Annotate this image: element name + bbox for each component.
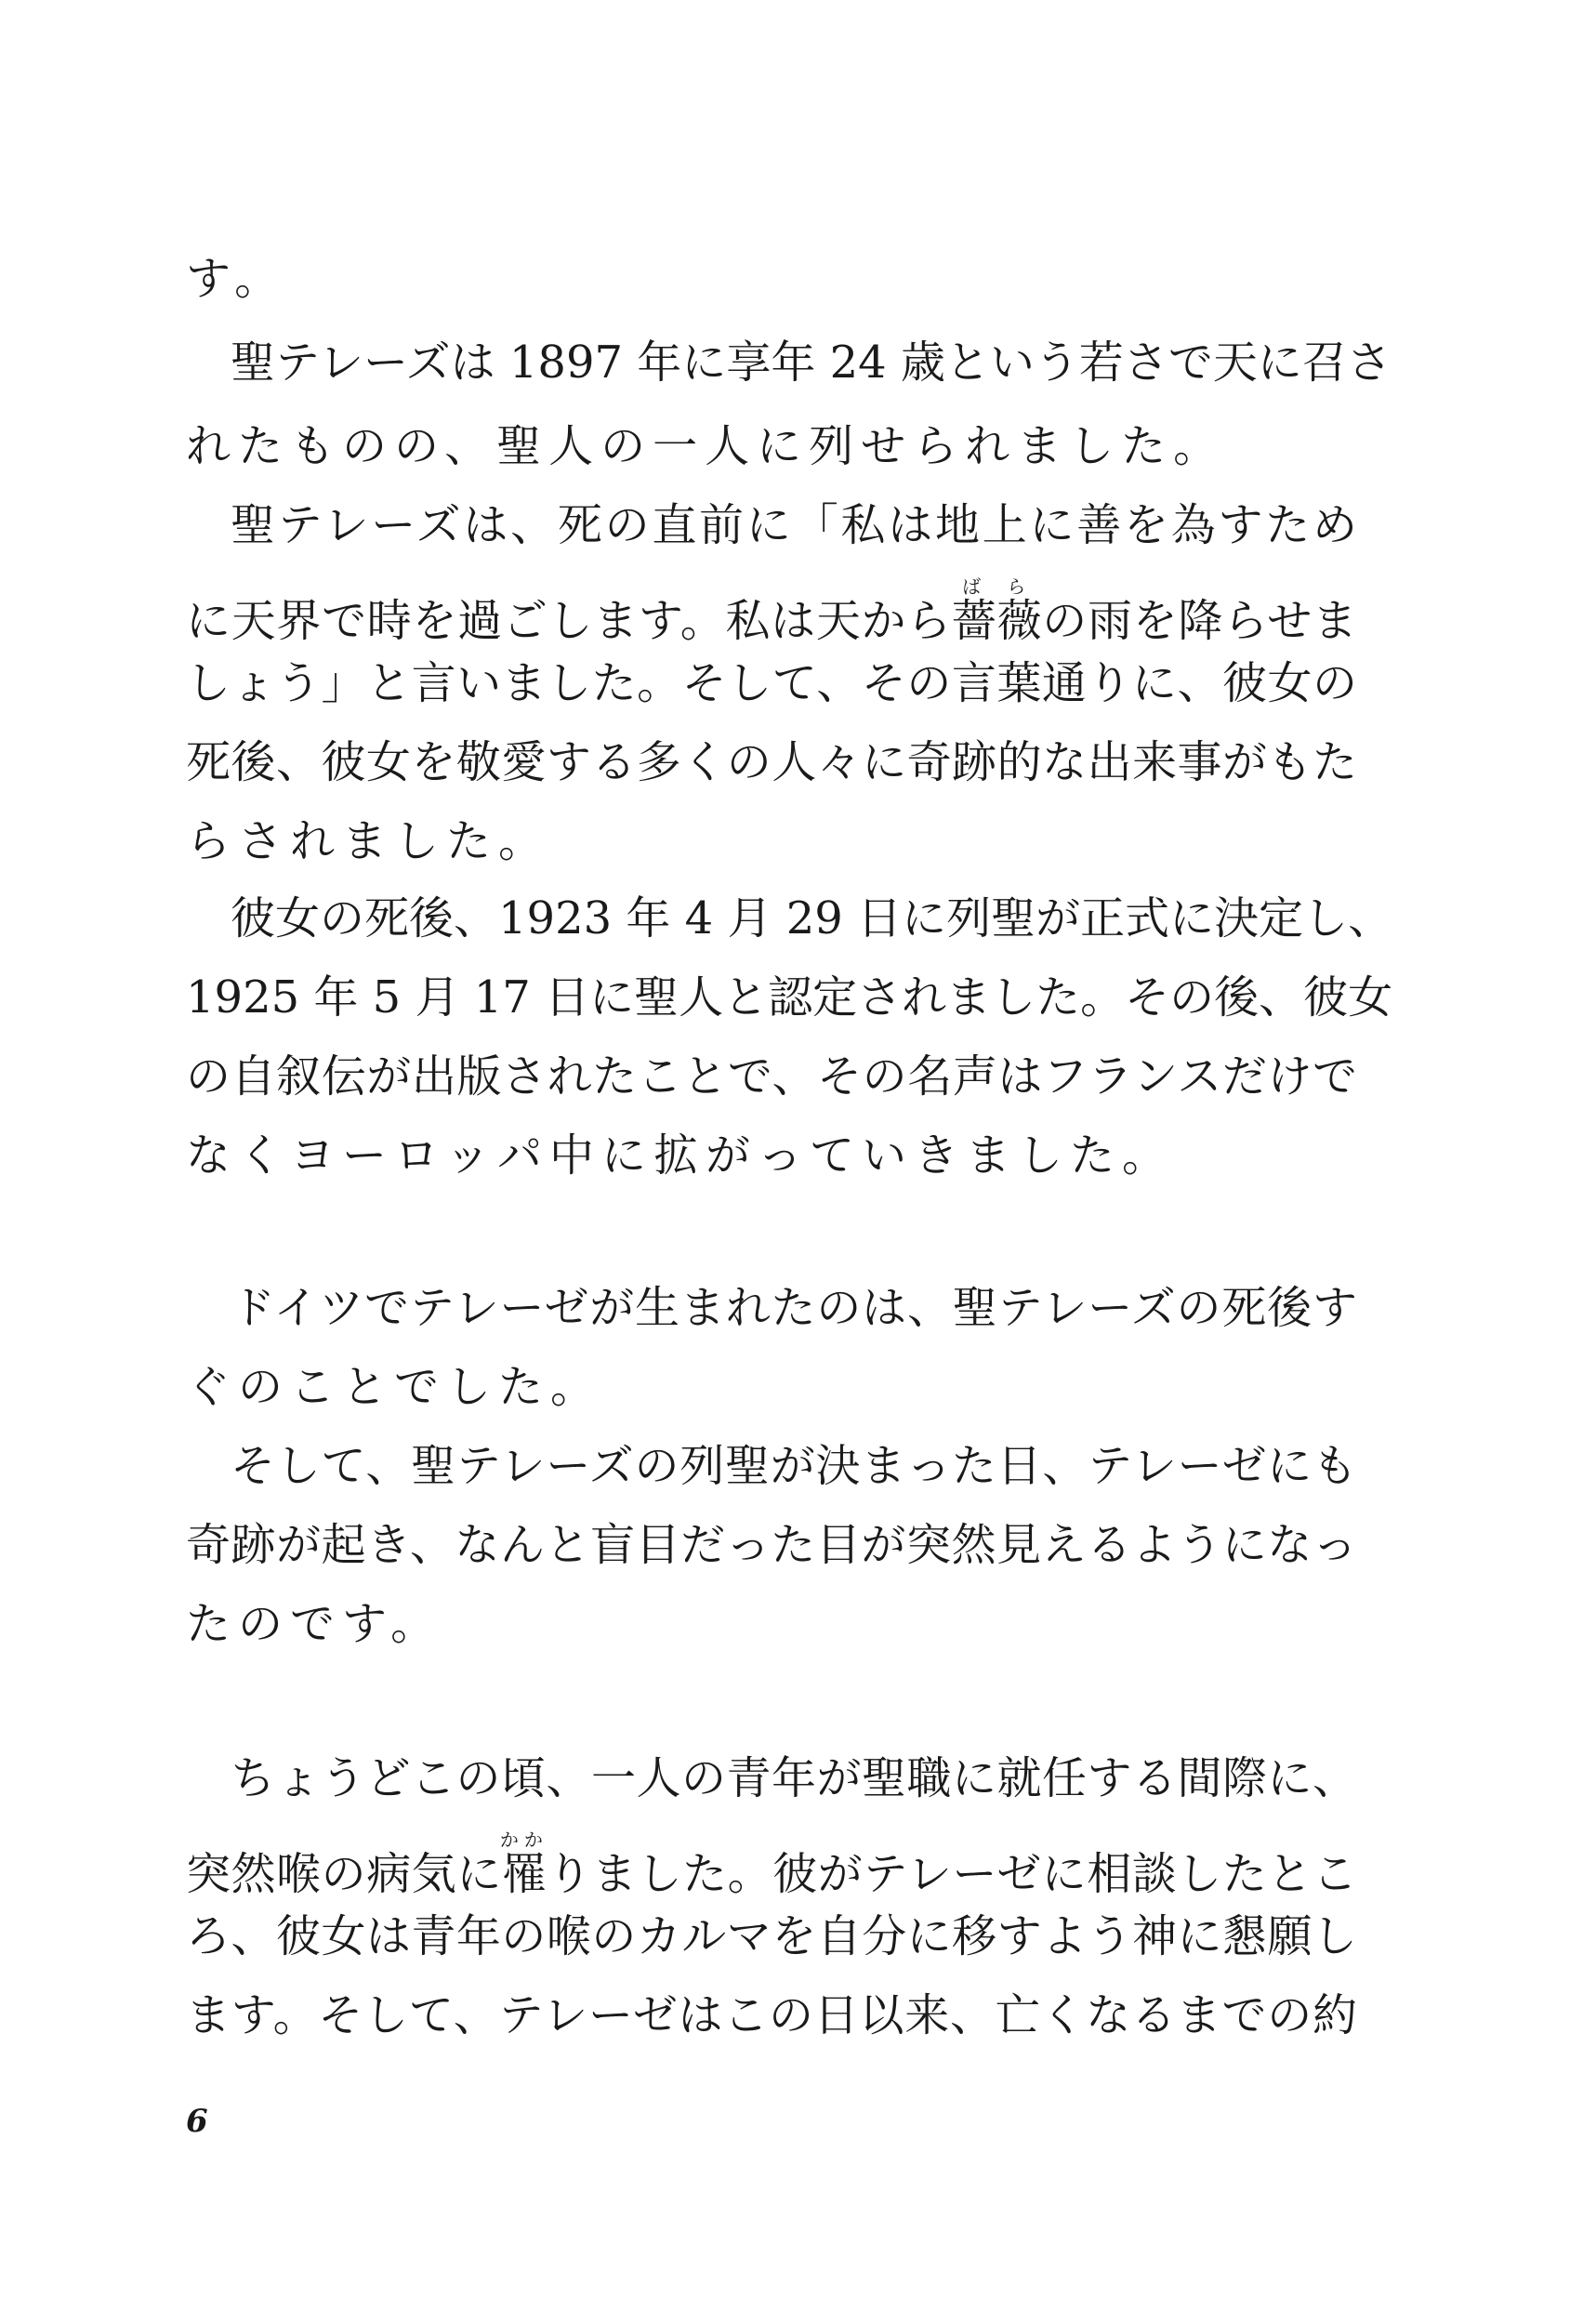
text-line: す。 [186,253,287,305]
text-line: ドイツでテレーゼが生まれたのは、聖テレーズの死後す [231,1282,1357,1334]
text-line: 1925 年 5 月 17 日に聖人と認定されました。その後、彼女 [186,971,1393,1023]
text-line [186,1829,1357,1900]
page-number: 6 [186,2103,208,2140]
text-line: ろ、彼女は青年の喉のカルマを自分に移すよう神に懇願し [186,1910,1357,1962]
text-line: ぐのことでした。 [186,1361,603,1413]
text-line: 彼女の死後、1923 年 4 月 29 日に列聖が正式に決定し、 [231,892,1393,944]
ruby-word [499,1829,548,1900]
text-line: れたものの、聖人の一人に列せられました。 [186,420,1226,472]
text-segment: 突然喉の病気に [186,1848,502,1900]
text-segment: りました。彼がテレーゼに相談したとこ [546,1848,1357,1900]
text-line: なくヨーロッパ中に拡がっていきました。 [186,1129,1175,1182]
ruby-word [951,575,1043,647]
ruby-reading: ばら [951,575,1042,598]
text-line: ちょうどこの頃、一人の青年が聖職に就任する間際に、 [231,1752,1357,1804]
text-segment: に天界で時を過ごします。私は天から [186,595,952,647]
text-line: 聖テレーズは、死の直前に「私は地上に善を為すため [231,499,1357,551]
text-line: の自叙伝が出版されたことで、その名声はフランスだけで [186,1050,1357,1103]
text-line: らされました。 [186,815,551,867]
text-line: 聖テレーズは 1897 年に享年 24 歳という若さで天に召さ [231,337,1392,389]
text-line: ます。そして、テレーゼはこの日以来、亡くなるまでの約 [186,1989,1357,2041]
text-line: 奇跡が起き、なんと盲目だった目が突然見えるようになっ [186,1519,1357,1571]
text-line [186,575,1357,647]
text-line: たのです。 [186,1598,443,1650]
ruby-base: 薔薇 [951,595,1043,647]
ruby-base: 罹 [499,1848,548,1900]
text-line: そして、聖テレーズの列聖が決まった日、テレーゼにも [231,1440,1357,1492]
text-line: 死後、彼女を敬愛する多くの人々に奇跡的な出来事がもた [186,736,1357,788]
text-line: しょう」と言いました。そして、その言葉通りに、彼女の [186,657,1357,709]
ruby-reading: かか [499,1829,548,1851]
text-segment: の雨を降らせま [1042,595,1357,647]
